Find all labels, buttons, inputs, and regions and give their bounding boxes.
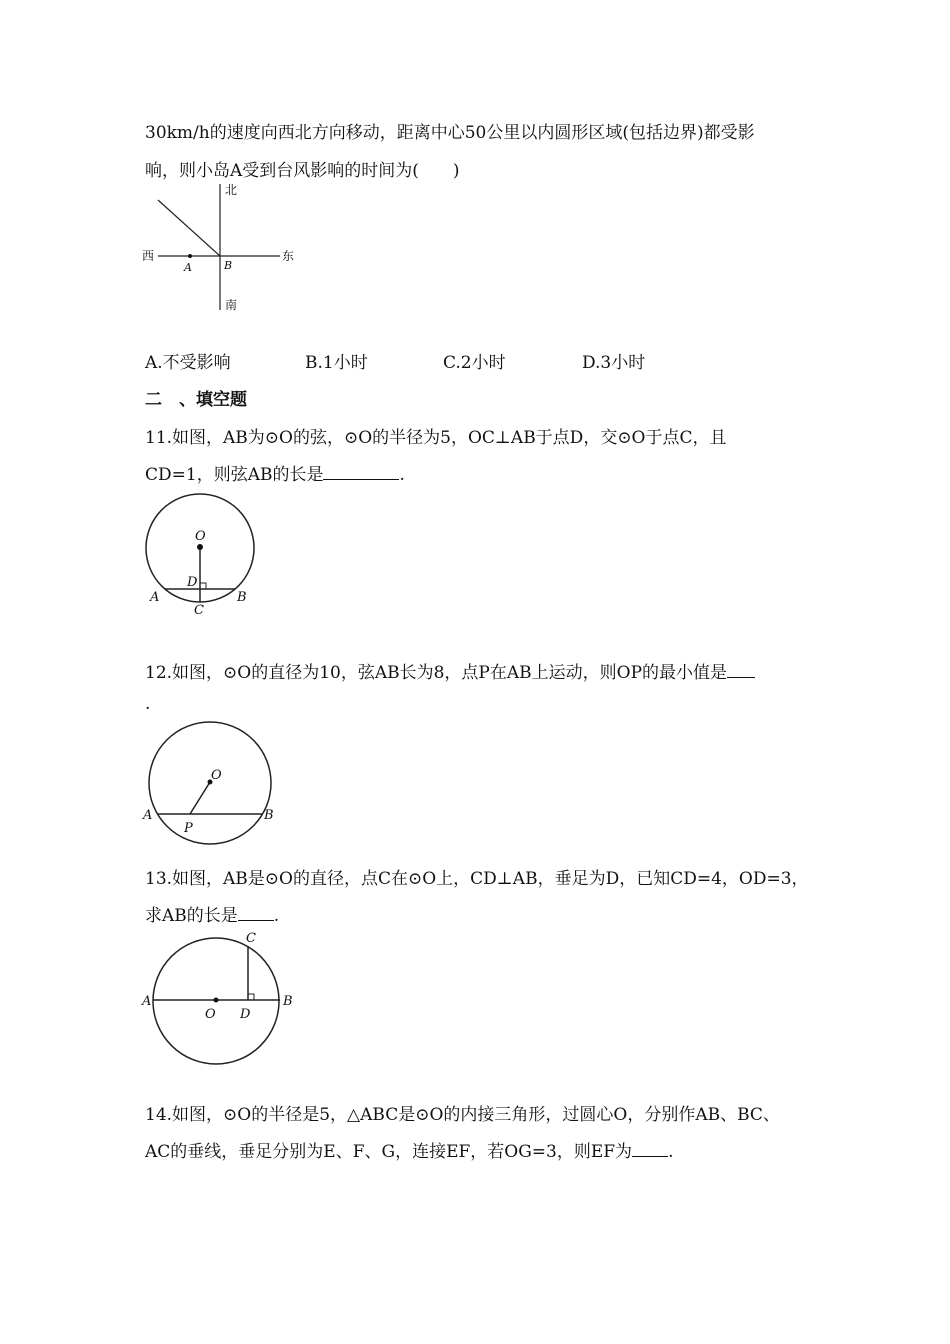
q13-text-line2-before: 求AB的长是 — [145, 906, 238, 926]
q13-text-line2 — [145, 901, 279, 926]
q10-text-line1: 30km/h的速度向西北方向移动，距离中心50公里以内圆形区域(包括边界)都受影 — [145, 123, 755, 143]
q11-text-line1: 11.如图，AB为⊙O的弦，⊙O的半径为5，OC⊥AB于点D，交⊙O于点C，且 — [145, 428, 727, 448]
q10-label-A: A — [184, 261, 192, 274]
q10-label-north: 北 — [225, 183, 238, 197]
q11-label-C: C — [194, 603, 204, 618]
section-heading-fill-in: 二 、填空题 — [145, 390, 247, 410]
q10-northwest-path — [158, 200, 220, 256]
q12-text-line2: . — [145, 694, 151, 714]
q11-label-O: O — [195, 529, 206, 544]
q12-text-line1 — [145, 658, 755, 683]
q10-text-line2: 响，则小岛A受到台风影响的时间为( ) — [145, 161, 460, 181]
q11-label-D: D — [187, 575, 198, 590]
q12-text-line1-content: 12.如图，⊙O的直径为10，弦AB长为8，点P在AB上运动，则OP的最小值是 — [145, 663, 728, 683]
q12-circle-figure — [140, 718, 280, 848]
q10-option-a: A.不受影响 — [145, 353, 231, 373]
q11-answer-blank — [323, 465, 399, 480]
q14-text-line2 — [145, 1137, 673, 1162]
q11-point-O — [197, 544, 203, 550]
q13-label-A: A — [142, 994, 152, 1009]
q10-label-B: B — [224, 259, 233, 272]
q11-text-line2-before: CD=1，则弦AB的长是 — [145, 465, 324, 485]
q10-option-b: B.1小时 — [305, 353, 368, 373]
q12-label-B: B — [264, 808, 274, 823]
q12-answer-blank — [727, 663, 755, 678]
q12-segment-OP — [190, 782, 210, 814]
q11-label-B: B — [237, 590, 247, 605]
q10-label-west: 西 — [142, 249, 155, 263]
q10-compass-figure — [140, 180, 300, 315]
q12-label-A: A — [143, 808, 153, 823]
q13-label-C: C — [246, 931, 256, 946]
q13-text-line1: 13.如图，AB是⊙O的直径，点C在⊙O上，CD⊥AB，垂足为D，已知CD=4，OD=3， — [145, 869, 809, 889]
q11-label-A: A — [150, 590, 160, 605]
q12-label-O: O — [211, 768, 222, 783]
q11-text-line2-after: . — [399, 465, 405, 485]
q10-option-d: D.3小时 — [582, 353, 646, 373]
q13-circle-figure — [140, 925, 300, 1065]
q10-point-A — [188, 254, 192, 258]
q10-option-c: C.2小时 — [443, 353, 506, 373]
q14-text-line1: 14.如图，⊙O的半径是5，△ABC是⊙O的内接三角形，过圆心O，分别作AB、BC、 — [145, 1105, 780, 1125]
q11-right-angle-mark — [200, 583, 206, 589]
q10-label-east: 东 — [282, 249, 295, 263]
q13-point-O — [214, 998, 219, 1003]
q12-label-P: P — [184, 821, 193, 836]
q13-label-O: O — [205, 1007, 216, 1022]
q13-label-D: D — [240, 1007, 251, 1022]
q11-text-line2 — [145, 460, 405, 485]
q14-text-line2-before: AC的垂线，垂足分别为E、F、G，连接EF，若OG=3，则EF为 — [145, 1142, 633, 1162]
q14-answer-blank — [632, 1142, 668, 1157]
q13-label-B: B — [283, 994, 293, 1009]
q14-text-line2-after: . — [668, 1142, 674, 1162]
q10-label-south: 南 — [225, 298, 238, 312]
q13-text-line2-after: . — [273, 906, 280, 926]
q13-right-angle-mark — [248, 994, 254, 1000]
q13-answer-blank — [238, 906, 274, 921]
q11-circle-figure — [140, 492, 270, 622]
